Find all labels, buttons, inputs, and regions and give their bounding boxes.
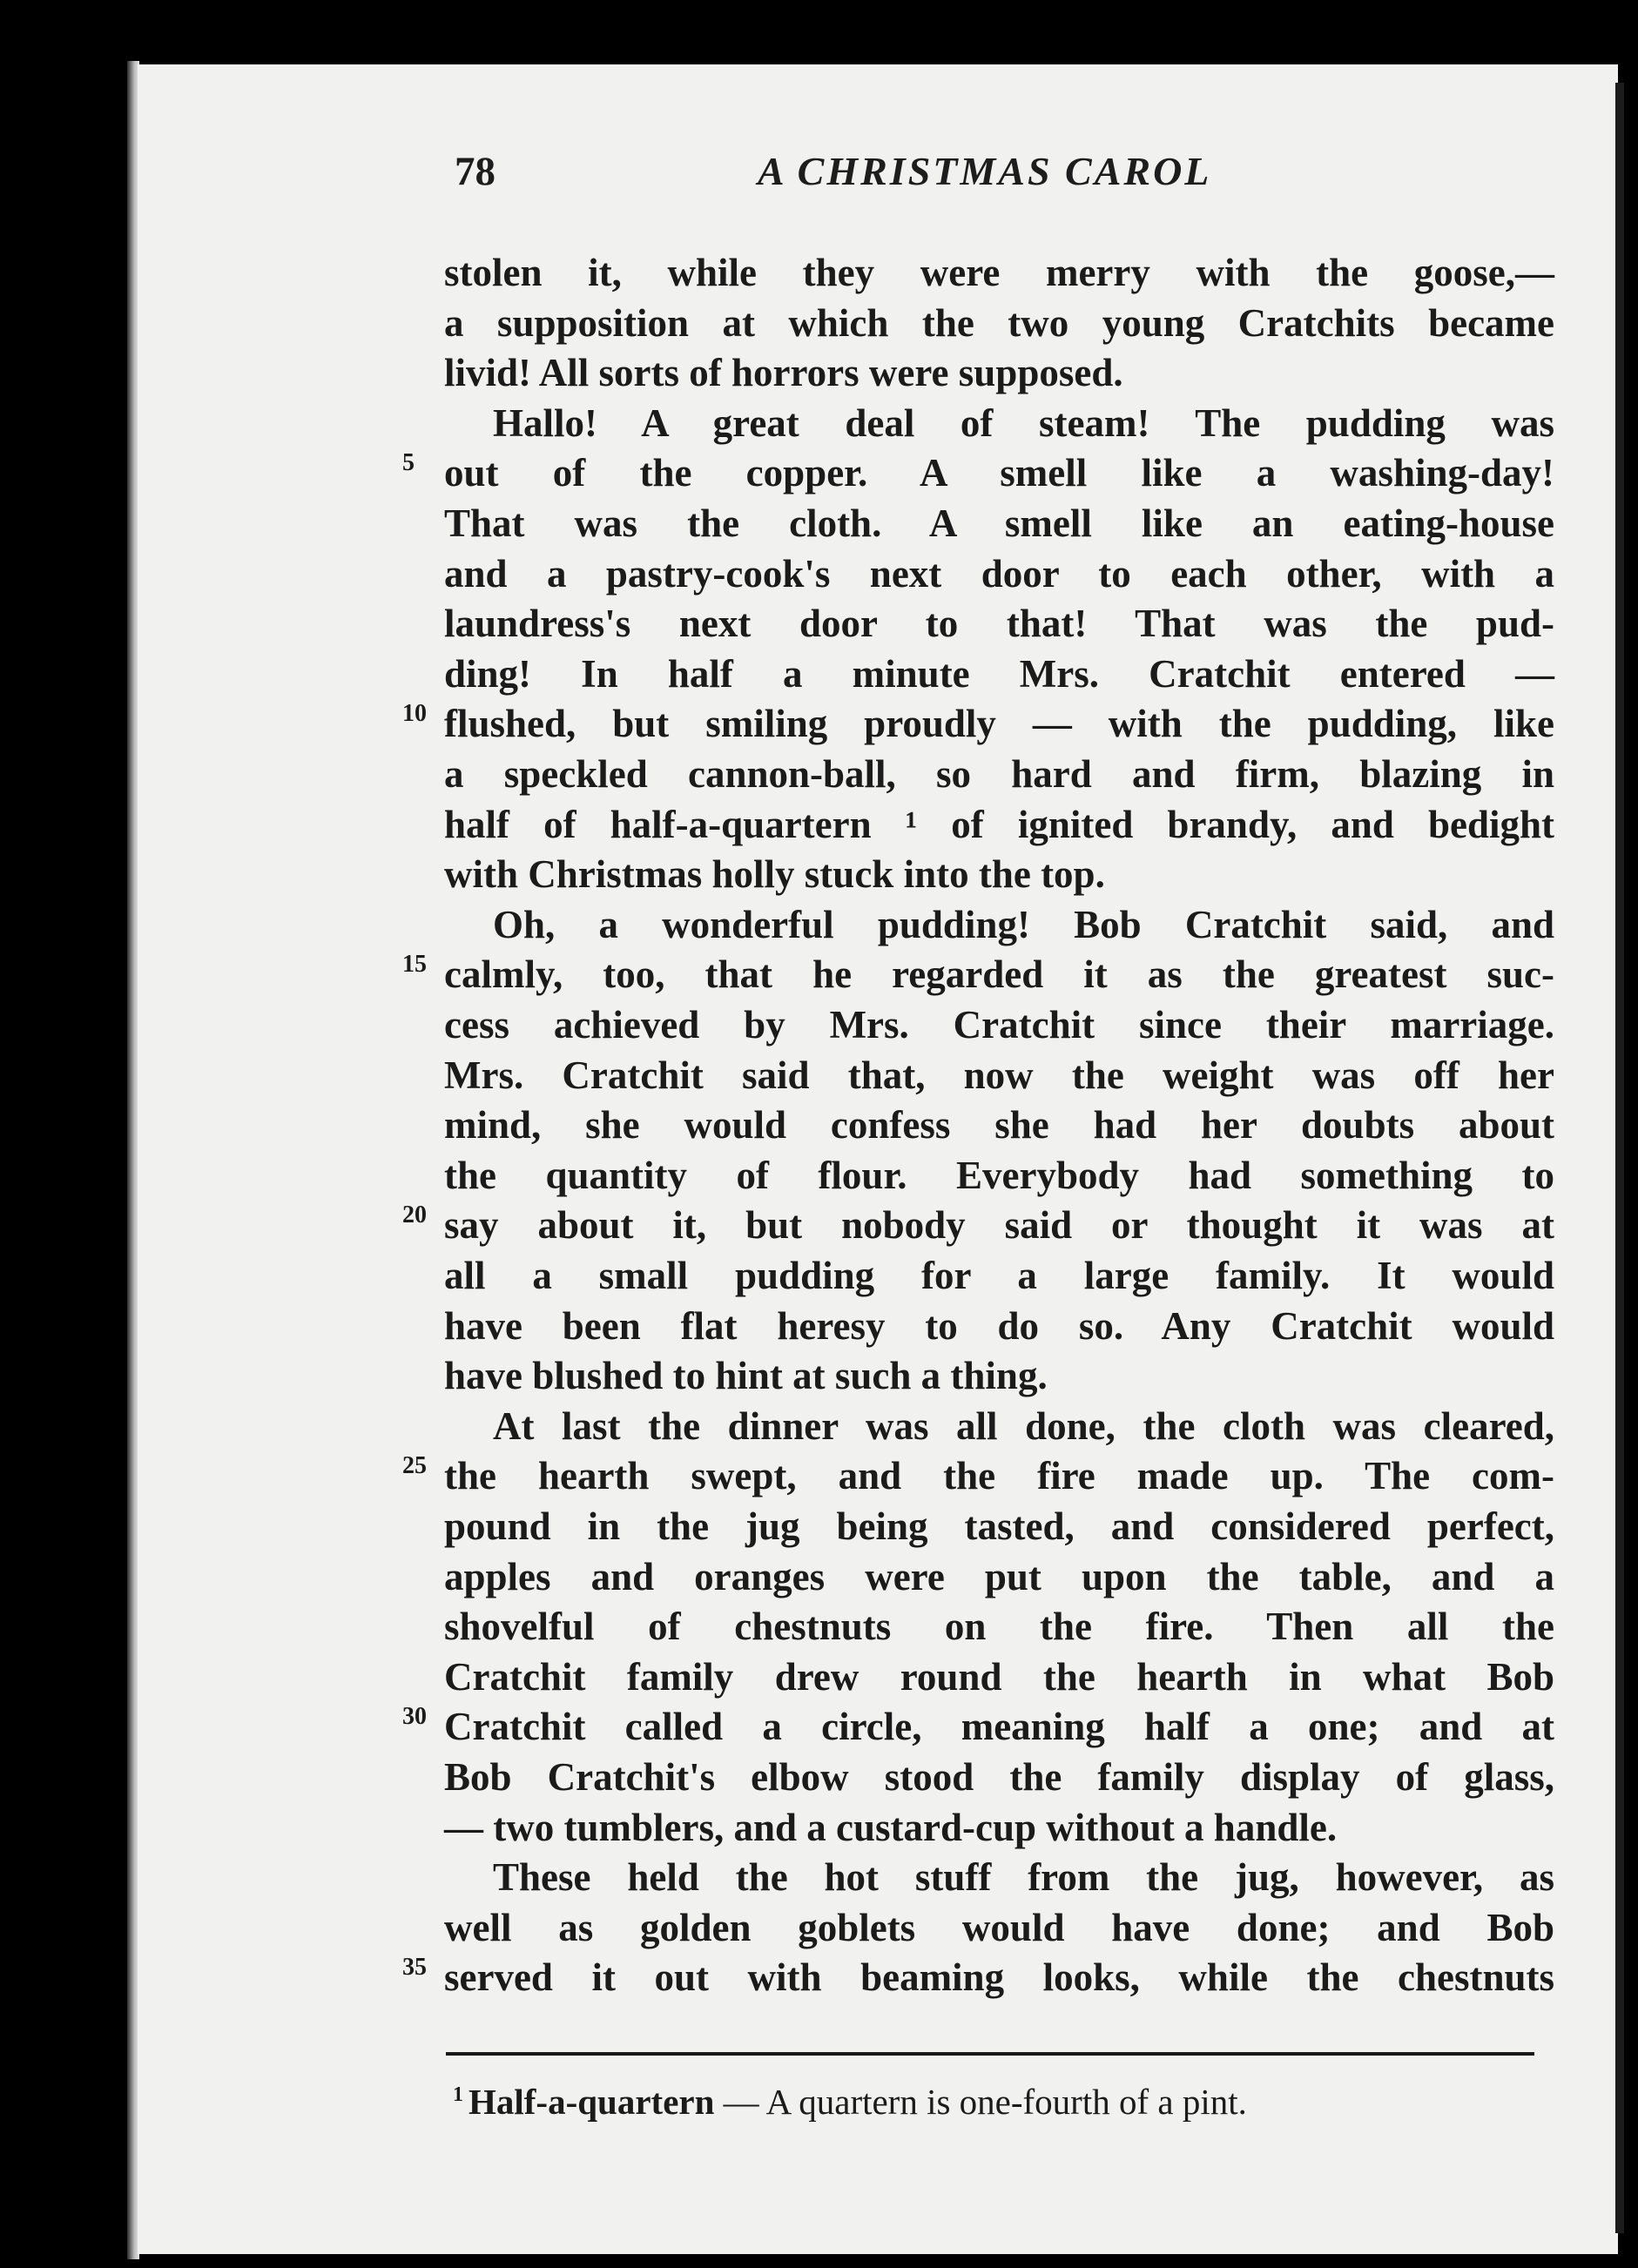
text-line: Hallo! A great deal of steam! The pudding was [493,400,1554,445]
text-line: livid! All sorts of horrors were supposed. [444,351,1123,395]
text-line: laundress's next door to that! That was the pud- [444,602,1554,646]
text-line: Cratchit family drew round the hearth in what Bob [444,1654,1554,1699]
running-title: A CHRISTMAS CAROL [758,149,1212,193]
text-line: ding! In half a minute Mrs. Cratchit entered — [444,651,1554,696]
footnote-text: — A quartern is one-fourth of a pint. [714,2082,1247,2122]
text-line: out of the copper. A smell like a washing-day! [444,451,1554,495]
text-line: That was the cloth. A smell like an eating-house [444,501,1554,545]
footnote [453,2081,1550,2133]
footnote-rule [446,2052,1534,2056]
text-line: served it out with beaming looks, while the chestnuts [444,1955,1554,2000]
text-line: have blushed to hint at such a thing. [444,1354,1048,1398]
text-line: pound in the jug being tasted, and considered perfect, [444,1504,1554,1548]
text-line: cess achieved by Mrs. Cratchit since their marriage. [444,1003,1554,1047]
page-edge-right [1615,83,1624,2233]
text-line: These held the hot stuff from the jug, however, as [493,1855,1554,1900]
text-line: half of half-a-quartern ¹ of ignited brandy, and bedight [444,802,1554,846]
text-line: the hearth swept, and the fire made up. The com- [444,1454,1554,1498]
text-line: Mrs. Cratchit said that, now the weight was off her [444,1053,1554,1097]
line-number: 30 [402,1703,427,1731]
text-line: a speckled cannon-ball, so hard and firm, blazing in [444,752,1554,796]
text-line: a supposition at which the two young Cratchits became [444,300,1554,345]
line-number: 20 [402,1201,427,1229]
text-line: well as golden goblets would have done; and Bob [444,1905,1554,1949]
footnote-term: Half-a-quartern [468,2082,715,2122]
page-header [0,148,1638,209]
text-line: say about it, but nobody said or thought it was at [444,1203,1554,1248]
line-number: 25 [402,1452,427,1480]
text-line: At last the dinner was all done, the cloth was cleared, [493,1403,1554,1448]
page-number: 78 [455,149,495,194]
line-number: 10 [402,700,427,728]
text-line: stolen it, while they were merry with the goose,— [444,251,1554,294]
text-line: have been flat heresy to do so. Any Cratchit would [444,1303,1554,1348]
line-number: 15 [402,951,427,979]
text-line: and a pastry-cook's next door to each other, with a [444,551,1554,596]
text-line: shovelful of chestnuts on the fire. Then all the [444,1605,1554,1649]
text-line: with Christmas holly stuck into the top. [444,852,1105,897]
text-line: apples and oranges were put upon the table, and a [444,1554,1554,1598]
text-line: — two tumblers, and a custard-cup without a handle. [444,1805,1338,1849]
text-line: mind, she would confess she had her doubts about [444,1103,1554,1147]
text-line: Cratchit called a circle, meaning half a one; and at [444,1705,1554,1749]
text-line: flushed, but smiling proudly — with the pudding, like [444,702,1554,746]
text-line: Bob Cratchit's elbow stood the family display of glass, [444,1755,1554,1799]
text-line: Oh, a wonderful pudding! Bob Cratchit said, and [493,902,1554,946]
text-line: calmly, too, that he regarded it as the greatest suc- [444,952,1554,997]
text-line: all a small pudding for a large family. It would [444,1254,1554,1297]
text-line: the quantity of flour. Everybody had something to [444,1153,1554,1197]
line-number: 35 [402,1954,427,1982]
footnote-marker: 1 [453,2083,463,2107]
line-number: 5 [402,449,415,477]
